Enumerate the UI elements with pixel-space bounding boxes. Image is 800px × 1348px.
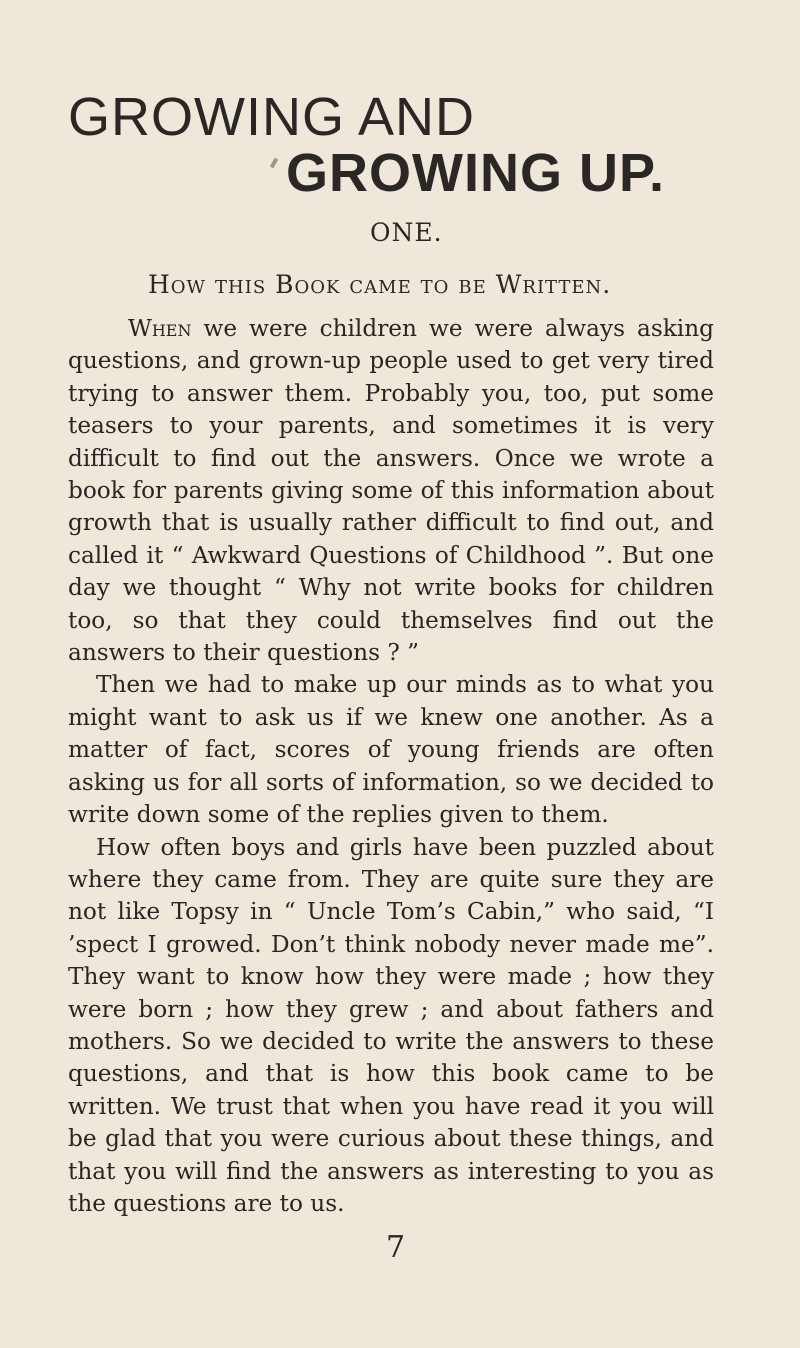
ink-speck [270,158,278,169]
paragraph-3: How often boys and girls have been puzzled about where they came from. They are quite sure they are not like Topsy in “ Uncle Tom’s Cabin,” who said, “I ’spect I growed. Don’t think nobody never made me”. They want to know how they were made ; how they were born ; how they grew ; and about fathers and mothers. So we decided to write the answers to these questions, and that is how this book came to be written. We trust that when you have read it you will be glad that you were curious about these things, and that you will find the answers as interesting to you as the questions are to us. [68,833,714,1217]
book-title-line-1: GROWING AND [68,87,476,147]
page-number: 7 [386,1230,406,1265]
paragraph-lead-word: When [128,315,192,342]
paragraph-1 [68,313,714,669]
body-text [68,313,714,1220]
chapter-title: How this Book came to be Written. [148,270,612,299]
book-title-line-2: GROWING UP. [286,143,666,203]
chapter-number: ONE. [370,218,443,247]
paragraph-1-text: we were children we were always asking questions, and grown-up people used to get very tired trying to answer them. Probably you, too, put some teasers to your parents, and sometimes it is very difficult to find out the answers. Once we wrote a book for parents giving some of this information about growth that is usually rather difficult to find out, and called it “ Awkward Questions of Childhood ”. But one day we thought “ Why not write books for children too, so that they could themselves find out the answers to their questions ? ” [68,315,714,667]
paragraph-2: Then we had to make up our minds as to what you might want to ask us if we knew one another. As a matter of fact, scores of young friends are often asking us for all sorts of information, so we decided to write down some of the replies given to them. [68,671,714,829]
